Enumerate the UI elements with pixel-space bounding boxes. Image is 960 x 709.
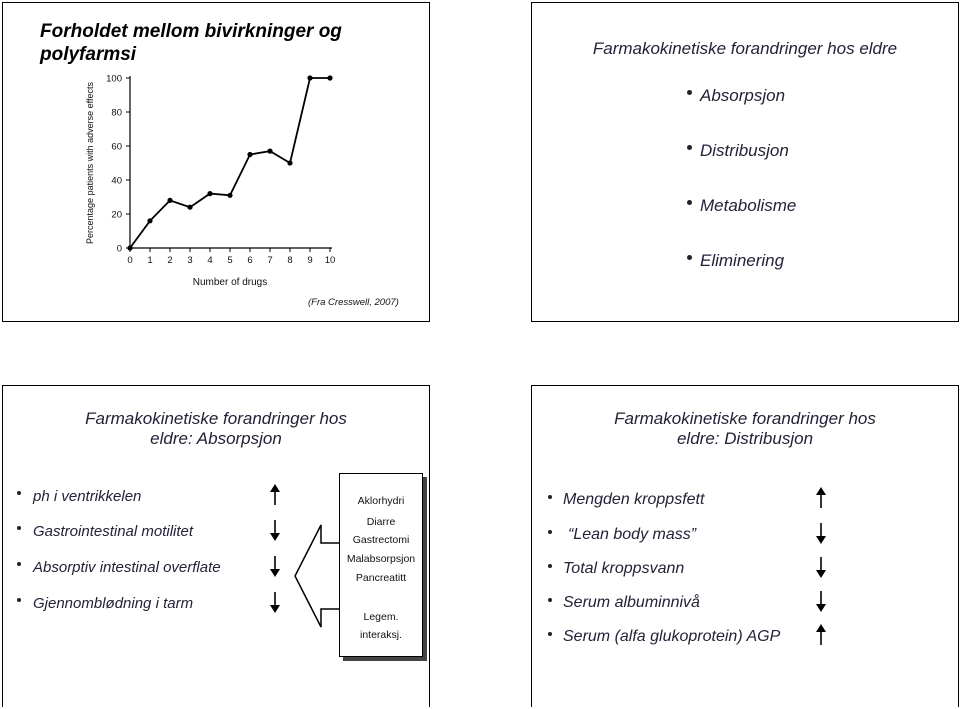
arrow-up-icon xyxy=(815,487,827,509)
x-tick-label: 7 xyxy=(267,255,273,266)
bullet-dot xyxy=(687,255,692,260)
arrow-down-icon xyxy=(815,522,827,544)
data-point xyxy=(147,218,152,223)
x-tick-label: 2 xyxy=(167,255,173,266)
slide-title: Forholdet mellom bivirkninger og polyfarmsi xyxy=(40,21,342,65)
bullet-dot xyxy=(687,145,692,150)
data-point xyxy=(187,205,192,210)
bullet-item: Mengden kroppsfett xyxy=(563,491,705,508)
bullet-dot xyxy=(548,598,552,602)
causes-box xyxy=(339,473,423,657)
bullet-dot xyxy=(17,598,21,602)
bullet-dot xyxy=(17,491,21,495)
data-point xyxy=(327,75,332,80)
bullet-item: Serum (alfa glukoprotein) AGP xyxy=(563,628,781,645)
bullet-dot xyxy=(548,632,552,636)
bullet-item: Distribusjon xyxy=(700,141,789,160)
arrow-down-icon xyxy=(815,590,827,612)
arrow-up-icon xyxy=(815,624,827,646)
y-tick-label: 60 xyxy=(111,141,122,153)
bullet-item: Gjennomblødning i tarm xyxy=(33,595,194,612)
arrow-down-icon xyxy=(815,556,827,578)
y-tick-label: 80 xyxy=(111,107,122,119)
x-tick-label: 4 xyxy=(207,255,213,266)
bullet-dot xyxy=(687,90,692,95)
bullet-item: Metabolisme xyxy=(700,196,797,215)
slide-absorpsjon xyxy=(2,385,430,707)
x-tick-label: 9 xyxy=(307,255,313,266)
slide-farmakokinetikk xyxy=(531,2,959,322)
arrow-up-icon xyxy=(269,484,281,506)
data-point xyxy=(167,198,172,203)
bullet-item: Gastrointestinal motilitet xyxy=(33,523,194,540)
cause-item: interaksj. xyxy=(359,629,402,641)
y-tick-label: 100 xyxy=(106,73,122,85)
data-point xyxy=(267,149,272,154)
bullet-dot xyxy=(548,530,552,534)
data-point xyxy=(247,152,252,157)
bullet-item: “Lean body mass” xyxy=(568,526,697,543)
x-axis-label: Number of drugs xyxy=(192,277,268,288)
data-point xyxy=(207,191,212,196)
cause-item: Aklorhydri xyxy=(357,495,405,507)
bullet-dot xyxy=(17,562,21,566)
x-tick-label: 1 xyxy=(147,255,153,266)
data-point xyxy=(307,75,312,80)
slide-distribusjon xyxy=(531,385,959,707)
arrow-down-icon xyxy=(269,519,281,541)
adverse-effects-chart xyxy=(75,67,375,297)
arrow-down-icon xyxy=(269,555,281,577)
slide-title: Farmakokinetiske forandringer hos eldre xyxy=(592,39,898,58)
cause-item: Pancreatitt xyxy=(355,572,407,584)
y-tick-label: 40 xyxy=(111,175,122,187)
y-axis-label: Percentage patients with adverse effects xyxy=(85,82,95,244)
y-tick-label: 0 xyxy=(116,243,122,255)
series-line xyxy=(130,78,330,248)
bullet-item: Absorpsjon xyxy=(700,86,786,105)
cause-item: Diarre xyxy=(366,516,396,528)
x-tick-label: 6 xyxy=(247,255,253,266)
x-tick-label: 5 xyxy=(227,255,233,266)
bullet-item: Eliminering xyxy=(700,251,785,270)
bullet-item: Absorptiv intestinal overflate xyxy=(33,559,221,576)
bullet-dot xyxy=(548,495,552,499)
bullet-dot xyxy=(687,200,692,205)
y-tick-label: 20 xyxy=(111,209,122,221)
bullet-dot xyxy=(548,564,552,568)
bullet-item: Total kroppsvann xyxy=(563,560,685,577)
slide-title-line1: Farmakokinetiske forandringer hos xyxy=(614,409,876,428)
x-tick-label: 3 xyxy=(187,255,193,266)
data-point xyxy=(127,245,132,250)
cause-item: Malabsorpsjon xyxy=(346,553,416,565)
data-point xyxy=(287,160,292,165)
x-tick-label: 10 xyxy=(324,255,336,266)
data-point xyxy=(227,193,232,198)
slide-polyfarmasi xyxy=(2,2,430,322)
x-tick-label: 0 xyxy=(127,255,133,266)
slide-title-line2: eldre: Distribusjon xyxy=(676,429,814,448)
slide-title-line2: eldre: Absorpsjon xyxy=(150,429,282,448)
cause-item: Legem. xyxy=(363,611,399,623)
bullet-item: Serum albuminnivå xyxy=(563,594,700,611)
bullet-item: ph i ventrikkelen xyxy=(33,488,142,505)
x-tick-label: 8 xyxy=(287,255,293,266)
chart-source: (Fra Cresswell, 2007) xyxy=(308,297,399,308)
arrow-down-icon xyxy=(269,591,281,613)
slide-title-line1: Farmakokinetiske forandringer hos xyxy=(85,409,347,428)
bullet-dot xyxy=(17,526,21,530)
cause-item: Gastrectomi xyxy=(352,534,410,546)
